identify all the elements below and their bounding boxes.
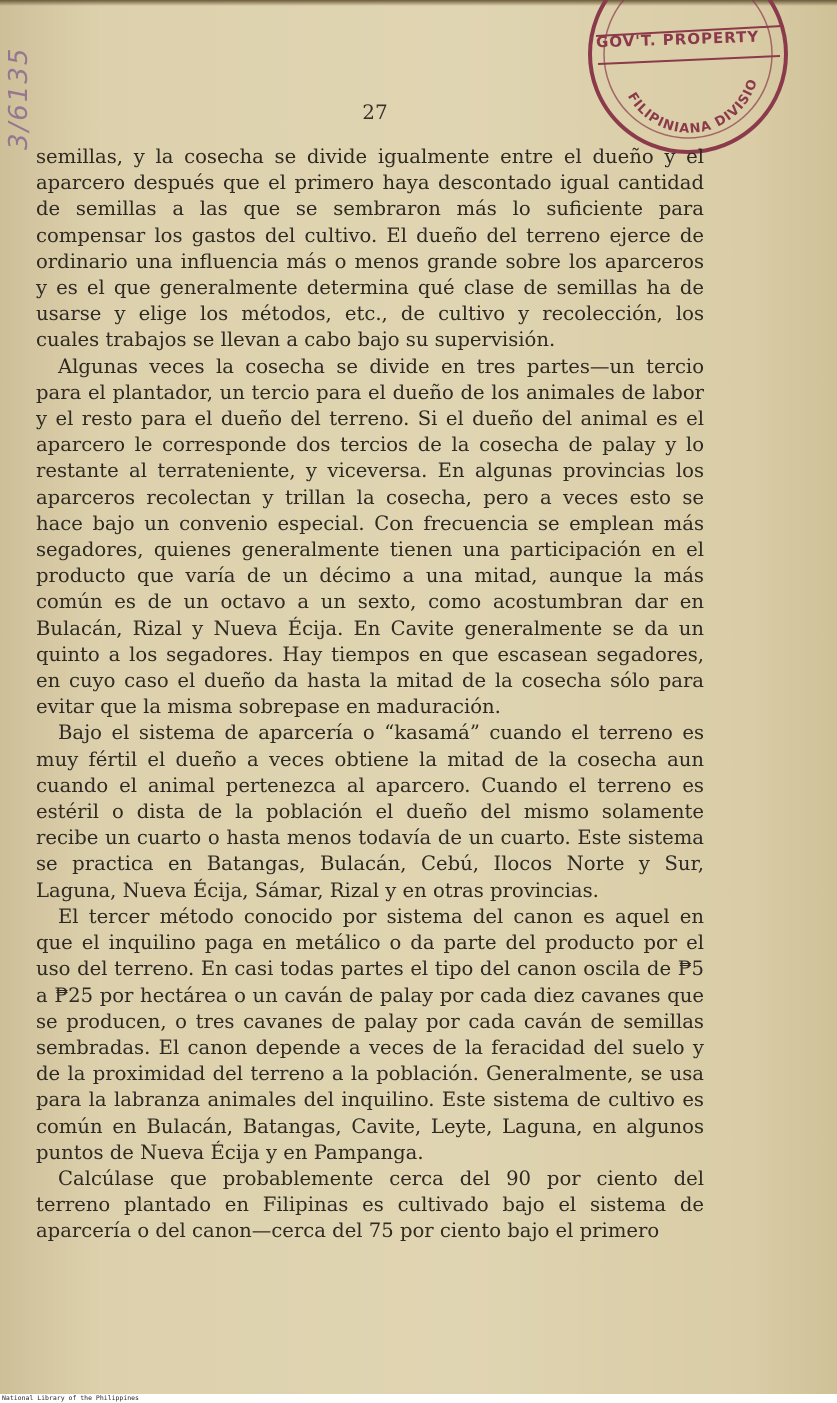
- footer-bar: [0, 1394, 837, 1403]
- stamp-arc-text: FILIPINIANA DIVISIO: [624, 76, 762, 137]
- paragraph-3: Bajo el sistema de aparcería o “kasamá” cuando el terreno es muy fértil el dueño a veces obtiene la mitad de la cosecha aun cuando el animal pertenezca al aparcero. Cuando el terreno es estéril o dista de la población el dueño del mismo solamente recibe un cuarto o hasta menos todavía de un cuarto. Este sistema se practica en Batangas, Bulacán, Cebú, Ilocos Norte y Sur, Laguna, Nueva Écija, Sámar, Rizal y en otras provincias.: [36, 721, 704, 902]
- handwritten-call-number: 3/6135: [4, 46, 34, 150]
- paragraph-2: Algunas veces la cosecha se divide en tres partes—un tercio para el plantador, un tercio para el dueño de los animales de labor y el resto para el dueño del terreno. Si el dueño del animal es el aparcero le corresponde dos tercios de la cosecha de palay y lo restante al terrateniente, y viceversa. En algunas provincias los aparceros recolectan y trillan la cosecha, pero a veces esto se hace bajo un convenio especial. Con frecuencia se emplean más segadores, quienes generalmente tienen una participación en el producto que varía de un décimo a una mitad, aunque la más común es de un octavo a un sexto, como acostumbran dar en Bulacán, Rizal y Nueva Écija. En Cavite generalmente se da un quinto a los segadores. Hay tiempos en que escasean segadores, en cuyo caso el dueño da hasta la mitad de la cosecha sólo para evitar que la misma sobrepase en maduración.: [36, 354, 704, 719]
- page-number: 27: [362, 100, 388, 124]
- paragraph-4: El tercer método conocido por sistema del canon es aquel en que el inquilino paga en metálico o da parte del producto por el uso del terreno. En casi todas partes el tipo del canon oscila de ₱5 a ₱25 por hectárea o un caván de palay por cada diez cavanes que se producen, o tres cavanes de palay por cada caván de semillas sembradas. El canon depende a veces de la feracidad del suelo y de la proximidad del terreno a la población. Generalmente, se usa para la labranza animales del inquilino. Este sistema de cultivo es común en Bulacán, Batangas, Cavite, Leyte, Laguna, en algunos puntos de Nueva Écija y en Pampanga.: [36, 904, 704, 1164]
- body-text: [36, 144, 704, 1245]
- footer-credit: National Library of the Philippines: [2, 1394, 139, 1402]
- paragraph-5: Calcúlase que probablemente cerca del 90 por ciento del terreno plantado en Filipinas es cultivado bajo el sistema de aparcería o del canon—cerca del 75 por ciento bajo el primero: [36, 1166, 704, 1243]
- stamp-property-text: GOV'T. PROPERTY: [595, 27, 760, 52]
- library-stamp-seal: [586, 0, 790, 156]
- paragraph-1: semillas, y la cosecha se divide igualmente entre el dueño y el aparcero después que el primero haya descontado igual cantidad de semillas a las que se sembraron más lo suficiente para compensar los gastos del cultivo. El dueño del terreno ejerce de ordinario una influencia más o menos grande sobre los aparceros y es el que generalmente determina qué clase de semillas ha de usarse y elige los métodos, etc., de cultivo y recolección, los cuales trabajos se llevan a cabo bajo su supervisión.: [36, 145, 704, 352]
